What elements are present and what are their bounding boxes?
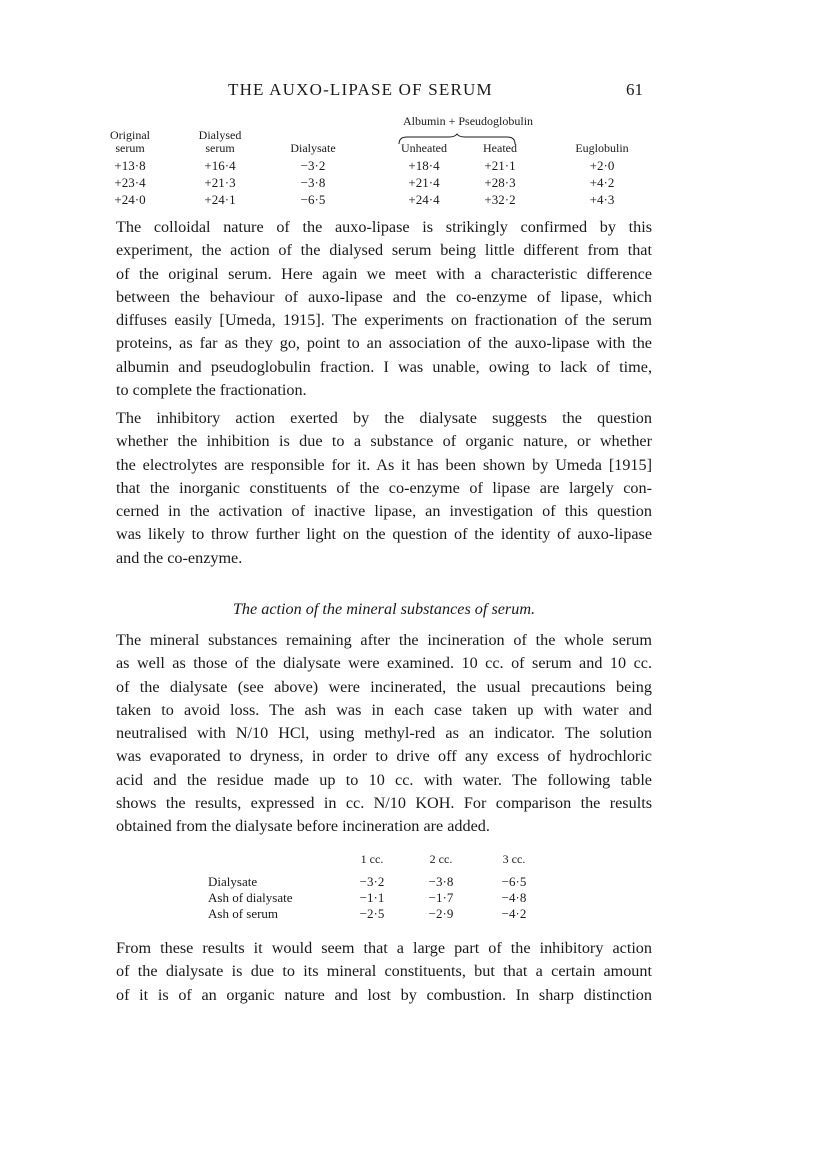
col-header-line: Dialysed — [198, 128, 242, 142]
table-cell: +24·4 — [408, 192, 440, 207]
text-line: experiment, the action of the dialysed serum being little different from that — [116, 241, 652, 260]
text-line: of it is of an organic nature and lost by combustion. In sharp distinction — [116, 985, 652, 1004]
text-line: was likely to throw further light on the question of the identity of auxo-lipase — [116, 525, 652, 544]
table-cell: −1·1 — [359, 890, 385, 905]
text-line: as well as those of the dialysate were examined. 10 cc. of serum and 10 cc. — [116, 654, 652, 673]
text-line: neutralised with N/10 HCl, using methyl-red as an indicator. The solution — [116, 724, 652, 743]
table-cell: +4·2 — [589, 175, 615, 190]
text-line: From these results it would seem that a large part of the inhibitory action — [116, 939, 652, 957]
text-line: and the co-enzyme. — [116, 548, 243, 567]
text-line: The colloidal nature of the auxo-lipase is strikingly confirmed by this — [116, 218, 652, 236]
table-cell: +2·0 — [589, 158, 615, 173]
table-cell: +18·4 — [408, 158, 440, 173]
table-cell: −2·5 — [359, 906, 385, 921]
paragraph-mineral-substances — [116, 629, 652, 839]
table-cell: +21·1 — [484, 158, 516, 173]
text-line: cerned in the activation of inactive lipase, an investigation of this question — [116, 502, 652, 521]
table-cell: +21·4 — [408, 175, 440, 190]
paragraph-conclusion — [116, 937, 652, 1007]
table-cell: −3·8 — [300, 175, 326, 190]
text-line: albumin and pseudoglobulin fraction. I was unable, owing to lack of time, — [116, 357, 652, 376]
group-header-albumin-pseudoglobulin: Albumin + Pseudoglobulin — [402, 114, 534, 128]
text-line: that the inorganic constituents of the co-enzyme of lipase are largely con- — [116, 478, 652, 497]
text-line: of the original serum. Here again we meet with a characteristic difference — [116, 264, 652, 283]
table-cell: +32·2 — [484, 192, 516, 207]
col-header-dialysate: Dialysate — [290, 141, 336, 155]
section-heading: The action of the mineral substances of serum. — [232, 600, 536, 618]
table-cell: −2·9 — [428, 906, 454, 921]
table-cell: +24·1 — [204, 192, 236, 207]
row-label: Ash of dialysate — [208, 890, 293, 905]
table-cell: +23·4 — [114, 175, 146, 190]
col-header-3cc: 3 cc. — [502, 852, 526, 866]
table-cell: −3·2 — [359, 874, 385, 889]
row-label: Dialysate — [208, 874, 258, 889]
results-table-ash — [200, 852, 560, 922]
col-header-heated: Heated — [483, 141, 517, 155]
row-label: Ash of serum — [208, 906, 279, 921]
text-line: the electrolytes are responsible for it. As it has been shown by Umeda [1915] — [116, 455, 652, 474]
text-line: The inhibitory action exerted by the dialysate suggests the question — [116, 409, 652, 427]
col-header-original-serum — [100, 129, 160, 155]
text-line: to complete the fractionation. — [116, 381, 307, 400]
col-header-line: serum — [205, 141, 235, 155]
table-cell: +21·3 — [204, 175, 236, 190]
col-header-euglobulin: Euglobulin — [575, 141, 629, 155]
paragraph-colloidal-nature — [116, 216, 652, 402]
table-cell: −6·5 — [501, 874, 527, 889]
col-header-dialysed-serum — [188, 129, 252, 155]
col-header-unheated: Unheated — [401, 141, 447, 155]
text-line: of the dialysate (see above) were incinerated, the usual precautions being — [116, 677, 652, 696]
col-header-2cc: 2 cc. — [429, 852, 453, 866]
text-line: proteins, as far as they go, point to an association of the auxo-lipase with the — [116, 334, 652, 353]
table-cell: +13·8 — [114, 158, 146, 173]
table-cell: +4·3 — [589, 192, 615, 207]
text-line: obtained from the dialysate before incineration are added. — [116, 817, 490, 836]
text-line: The mineral substances remaining after the incineration of the whole serum — [116, 631, 652, 649]
running-title: THE AUXO-LIPASE OF SERUM — [228, 80, 493, 99]
text-line: whether the inhibition is due to a substance of organic nature, or whether — [116, 432, 652, 451]
table-cell: −4·2 — [501, 906, 527, 921]
table-cell: +28·3 — [484, 175, 516, 190]
text-line: between the behaviour of auxo-lipase and the co-enzyme of lipase, which — [116, 287, 652, 306]
page-number: 61 — [626, 80, 643, 99]
text-line: was evaporated to dryness, in order to drive off any excess of hydrochloric — [116, 747, 652, 766]
table-cell: −3·2 — [300, 158, 326, 173]
col-header-1cc: 1 cc. — [360, 852, 384, 866]
results-table-fractions — [100, 112, 660, 212]
col-header-line: serum — [115, 141, 145, 155]
table-cell: +24·0 — [114, 192, 146, 207]
table-cell: −3·8 — [428, 874, 454, 889]
table-cell: −1·7 — [428, 890, 454, 905]
col-header-line: Original — [110, 128, 150, 142]
paragraph-inhibitory-action — [116, 407, 652, 570]
table-cell: −6·5 — [300, 192, 326, 207]
text-line: taken to avoid loss. The ash was in each case taken up with water and — [116, 700, 652, 719]
text-line: of the dialysate is due to its mineral constituents, but that a certain amount — [116, 962, 652, 981]
text-line: diffuses easily [Umeda, 1915]. The experiments on fractionation of the serum — [116, 311, 652, 330]
table-cell: −4·8 — [501, 890, 527, 905]
group-brace — [397, 133, 517, 145]
table-cell: +16·4 — [204, 158, 236, 173]
text-line: acid and the residue made up to 10 cc. with water. The following table — [116, 770, 652, 789]
text-line: shows the results, expressed in cc. N/10 KOH. For comparison the results — [116, 794, 652, 813]
